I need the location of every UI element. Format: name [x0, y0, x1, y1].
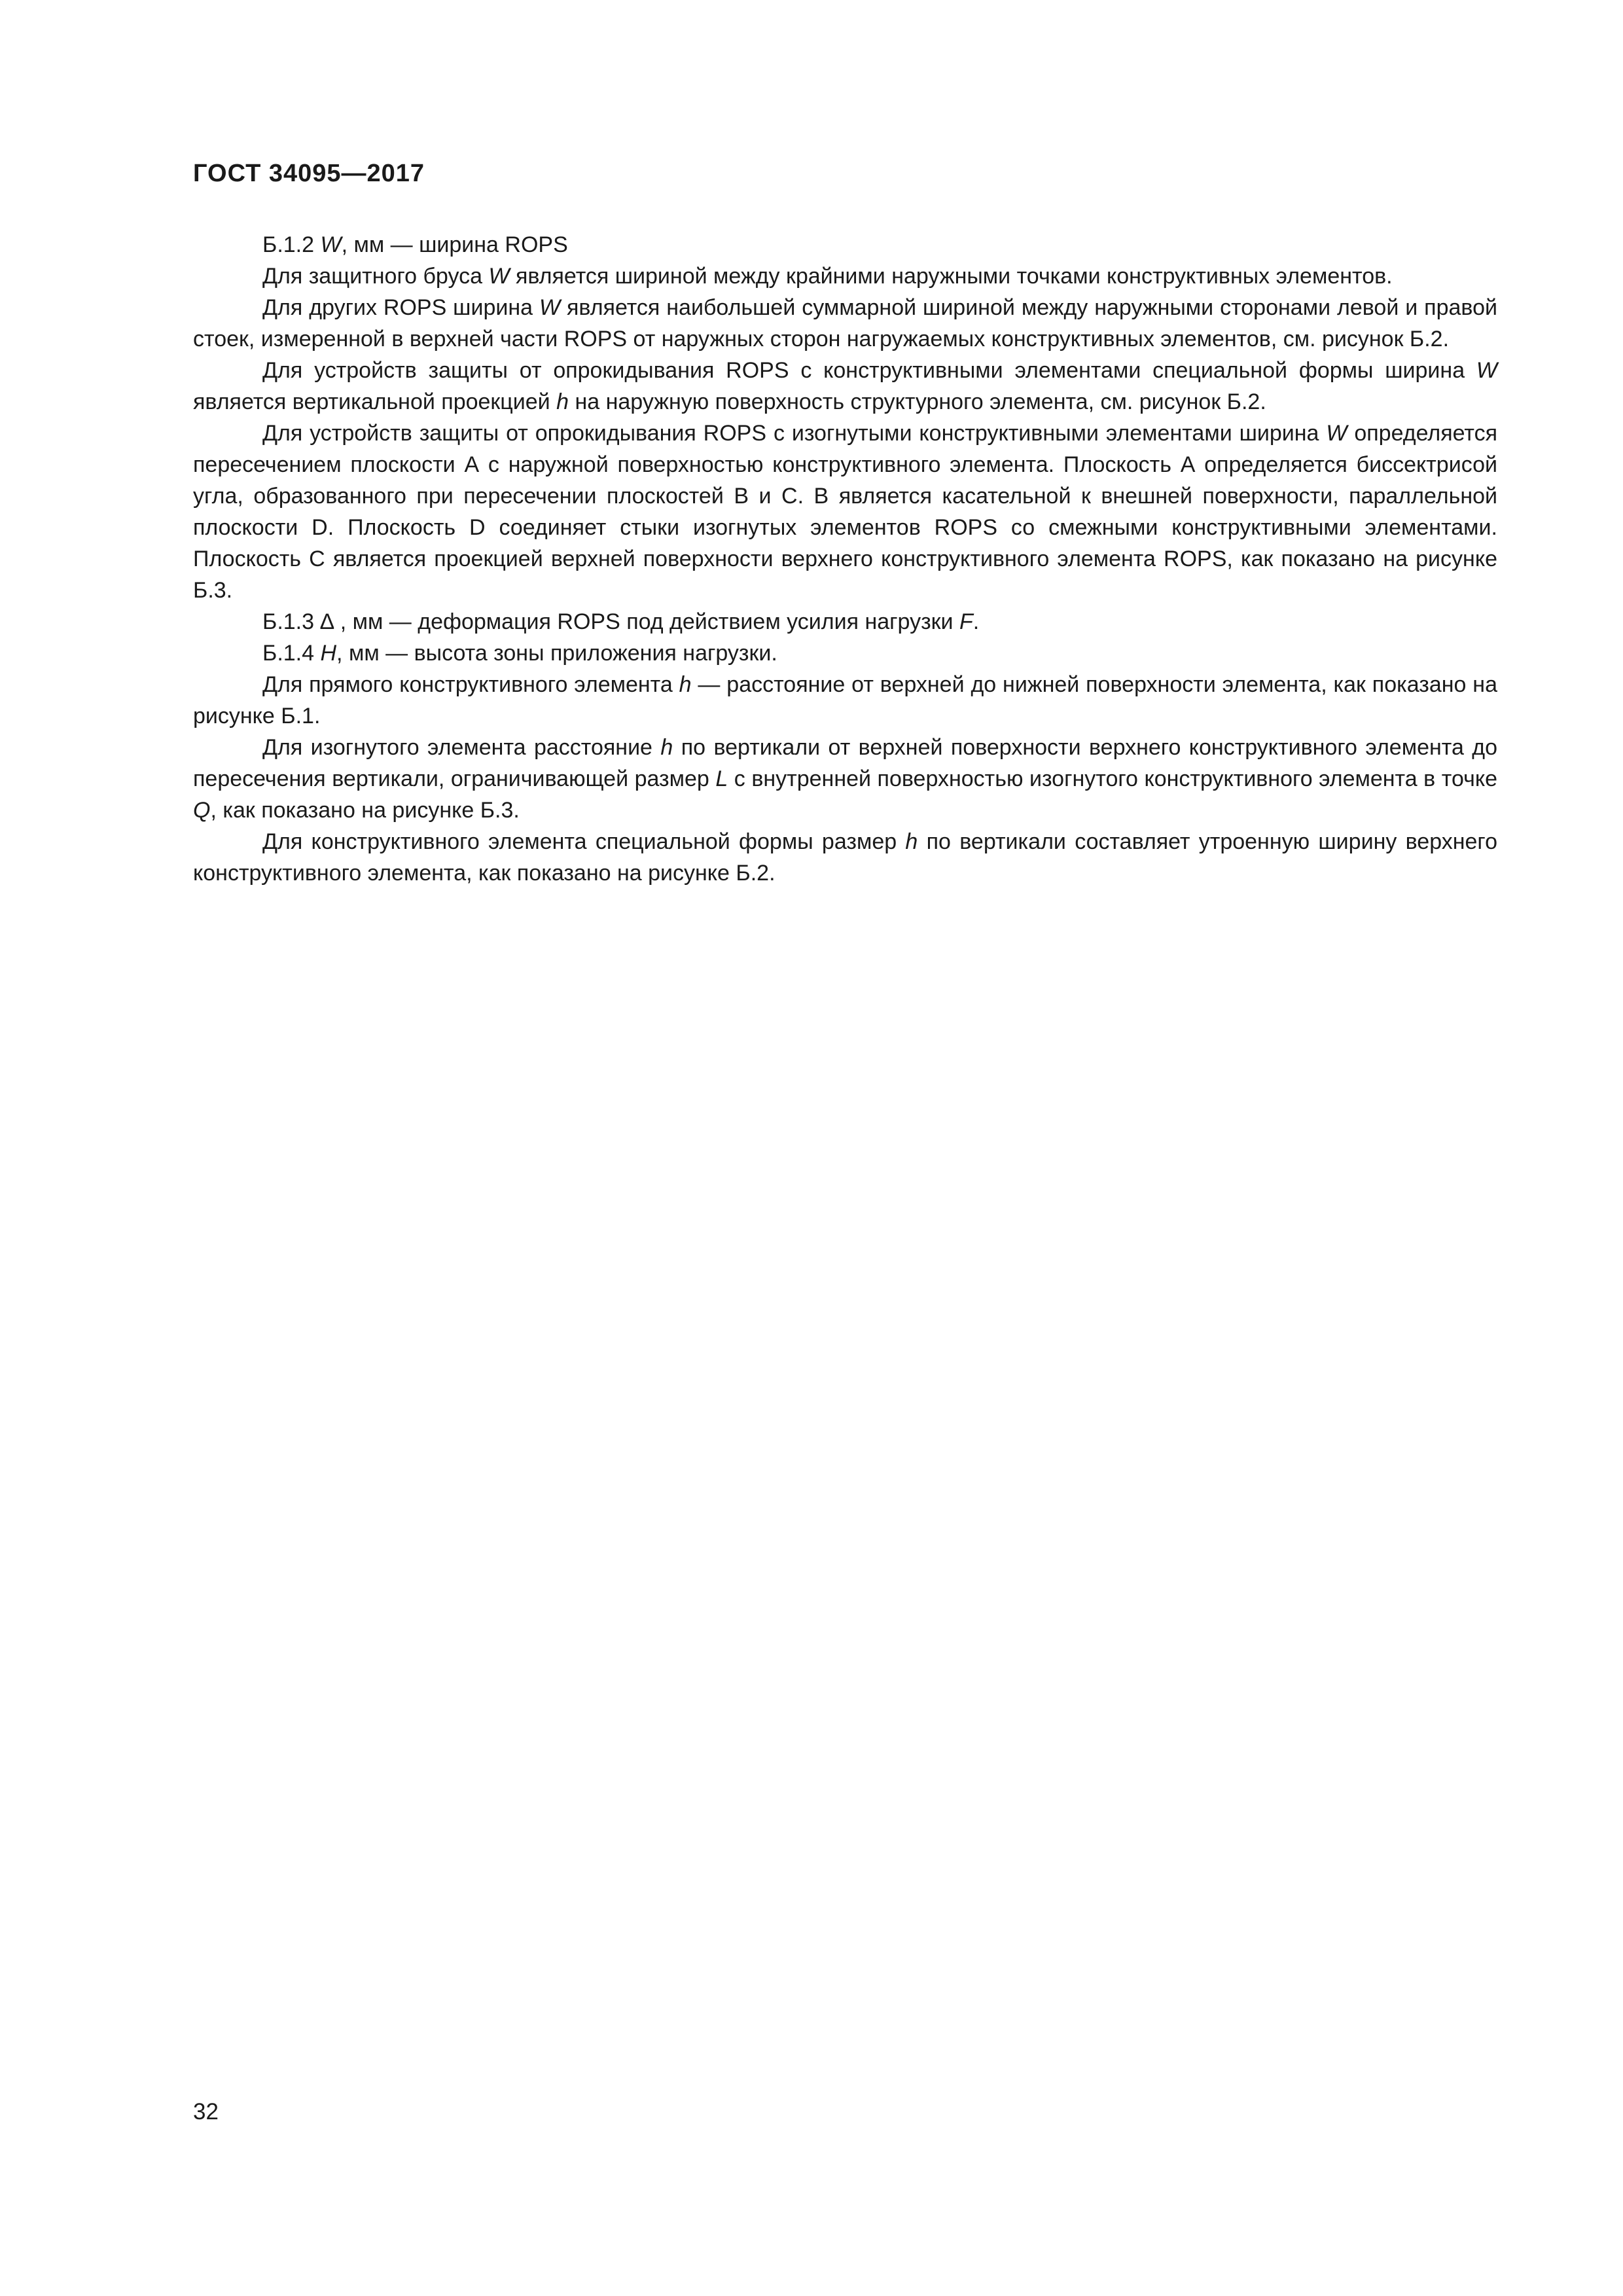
paragraph: Для конструктивного элемента специальной формы размер h по вертикали составляет утроенную ширину верхнего конструктивного элемента, как показано на рисунке Б.2.: [193, 829, 1497, 886]
italic-symbol: h: [556, 389, 569, 414]
page-number: 32: [193, 2099, 219, 2125]
paragraph: Б.1.4 H, мм — высота зоны приложения нагрузки.: [262, 641, 777, 666]
italic-symbol: h: [679, 672, 692, 697]
italic-symbol: Q: [193, 798, 211, 823]
italic-symbol: h: [660, 735, 673, 760]
paragraph: Для изогнутого элемента расстояние h по вертикали от верхней поверхности верхнего конструктивного элемента до пересечения вертикали, ограничивающей размер L с внутренней поверхностью изогнутого конструктивного элемента в точке Q, как показано на рисунке Б.3.: [193, 735, 1498, 823]
paragraph: Для защитного бруса W является шириной между крайними наружными точками конструктивных элементов.: [262, 264, 1393, 289]
paragraph: Для прямого конструктивного элемента h — расстояние от верхней до нижней поверхности элемента, как показано на рисунке Б.1.: [193, 672, 1497, 728]
paragraph: Б.1.3 ∆ , мм — деформация ROPS под действием усилия нагрузки F.: [262, 609, 980, 634]
document-header: ГОСТ 34095—2017: [193, 160, 425, 187]
document-body: [193, 229, 1497, 889]
italic-symbol: F: [959, 609, 973, 634]
italic-symbol: H: [320, 641, 337, 666]
paragraph: Для других ROPS ширина W является наибольшей суммарной шириной между наружными сторонами левой и правой стоек, измеренной в верхней части ROPS от наружных сторон нагружаемых конструктивных элементов, см. рисунок Б.2.: [193, 295, 1497, 351]
paragraph: Для устройств защиты от опрокидывания ROPS с изогнутыми конструктивными элементами ширина W определяется пересечением плоскости А с наружной поверхностью конструктивного элемента. Плоскость А определяется биссектрисой угла, образованного при пересечении плоскостей В и С. В является касательной к внешней поверхности, параллельной плоскости D. Плоскость D соединяет стыки изогнутых элементов ROPS со смежными конструктивными элементами. Плоскость С является проекцией верхней поверхности верхнего конструктивного элемента ROPS, как показано на рисунке Б.3.: [193, 421, 1497, 603]
italic-symbol: W: [488, 264, 510, 289]
paragraph: Б.1.2 W, мм — ширина ROPS: [262, 232, 568, 257]
italic-symbol: W: [320, 232, 342, 257]
italic-symbol: W: [1326, 421, 1347, 446]
paragraph: Для устройств защиты от опрокидывания ROPS с конструктивными элементами специальной формы ширина W является вертикальной проекцией h на наружную поверхность структурного элемента, см. рисунок Б.2.: [193, 358, 1497, 414]
italic-symbol: W: [1476, 358, 1497, 383]
italic-symbol: h: [905, 829, 918, 854]
italic-symbol: W: [539, 295, 561, 320]
italic-symbol: L: [715, 766, 728, 791]
